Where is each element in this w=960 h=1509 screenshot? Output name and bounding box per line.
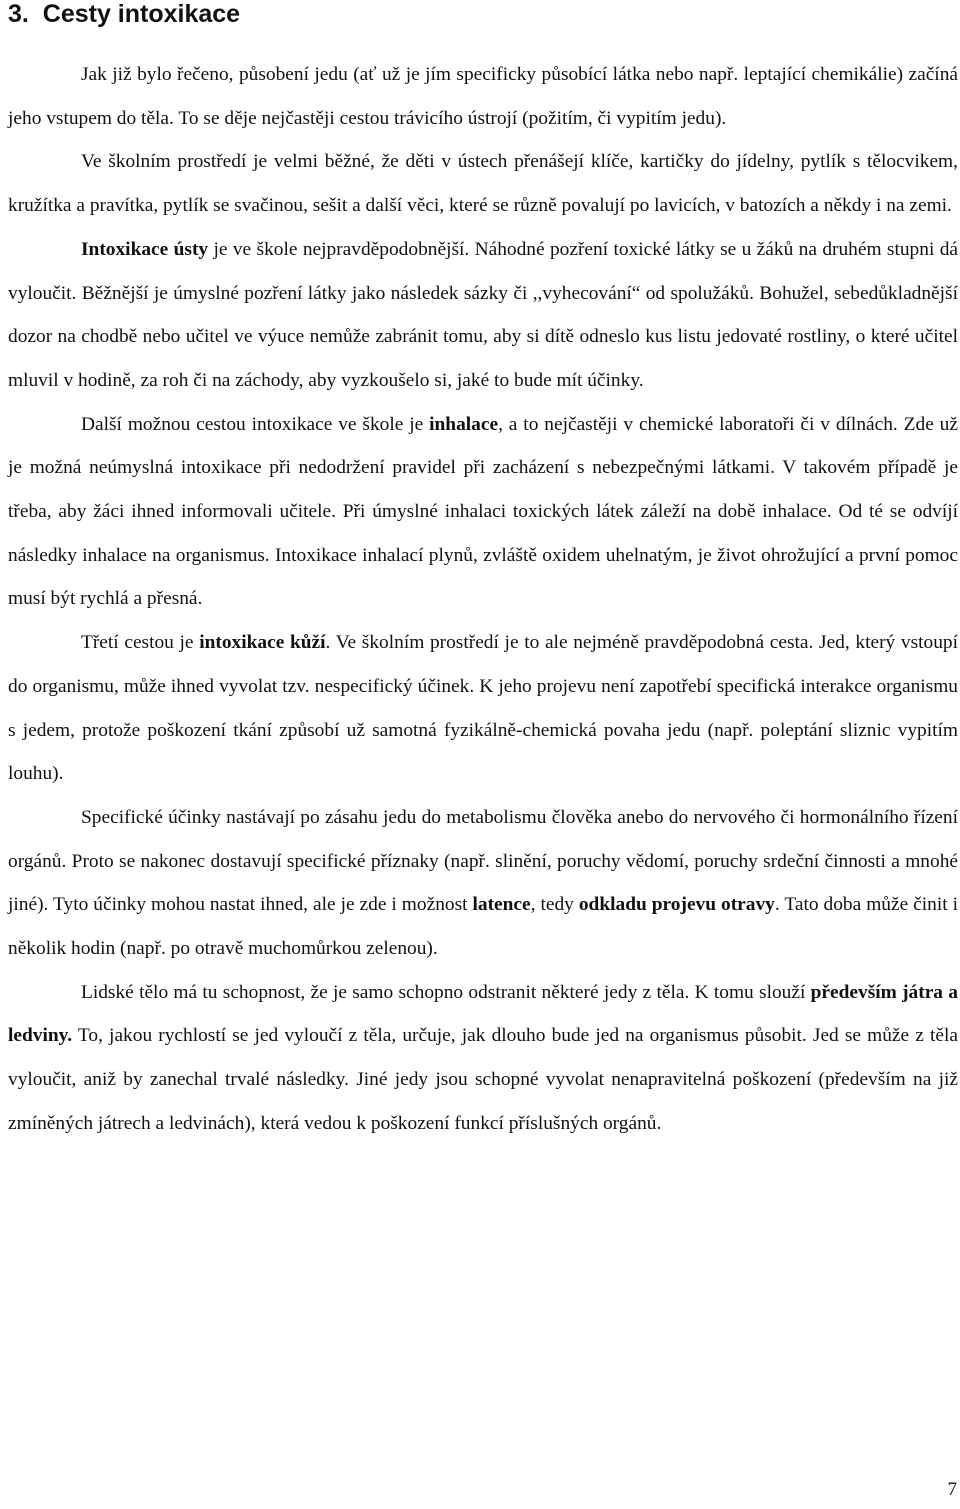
section-title: Cesty intoxikace (42, 0, 241, 28)
paragraph (8, 140, 958, 227)
section-number: 3. (8, 0, 29, 28)
text-run: Specifické účinky nastávají po zásahu jedu do metabolismu člověka anebo do nervového či hormonálního řízení orgánů. Proto se nakonec dostavují specifické příznaky (např. slinění, poruchy vědomí, poruchy srdeční činnosti a mnohé jiné). Tyto účinky mohou nastat ihned, ale je zde i možnost (8, 806, 958, 916)
paragraph (8, 971, 958, 1146)
paragraph (8, 403, 958, 622)
text-run: Další možnou cestou intoxikace ve škole je (81, 413, 430, 435)
paragraph (8, 53, 958, 140)
paragraph (8, 796, 958, 971)
page-number: 7 (947, 1479, 957, 1500)
body-text (8, 53, 958, 1146)
text-run: Ve školním prostředí je velmi běžné, že děti v ústech přenášejí klíče, kartičky do jídelny, pytlík s tělocvikem, kružítka a pravítka, pytlík se svačinou, sešit a další věci, které se různě povalují po lavicích, v batozích a někdy i na zemi. (8, 151, 958, 217)
text-run: . Tato doba může činit i několik hodin (např. po otravě muchomůrkou zelenou). (8, 894, 958, 960)
text-run: , tedy (530, 894, 579, 916)
bold-term: latence (472, 894, 531, 916)
section-heading (8, 0, 240, 30)
text-run: . Ve školním prostředí je to ale nejméně pravděpodobná cesta. Jed, který vstoupí do organismu, může ihned vyvolat tzv. nespecifický účinek. K jeho projevu není zapotřebí specifická interakce organismu s jedem, protože poškození tkání způsobí už samotná fyzikálně-chemická povaha jedu (např. poleptání sliznic vypitím louhu). (8, 632, 958, 785)
bold-term: inhalace (429, 413, 499, 435)
bold-term: Intoxikace ústy (81, 238, 209, 260)
text-run: je ve škole nejpravděpodobnější. Náhodné pozření toxické látky se u žáků na druhém stupni dá vyloučit. Běžnější je úmyslné pozření látky jako následek sázky či ,,vyhecování“ od spolužáků. Bohužel, sebedůkladnější dozor na chodbě nebo učitel ve výuce nemůže zabránit tomu, aby si dítě odneslo kus listu jedovaté rostliny, o které učitel mluvil v hodině, za roh či na záchody, aby vyzkoušelo si, jaké to bude mít účinky. (8, 238, 959, 391)
text-run: Třetí cestou je (81, 632, 200, 654)
text-run: Lidské tělo má tu schopnost, že je samo schopno odstranit některé jedy z těla. K tomu slouží (81, 981, 811, 1003)
paragraph (8, 228, 958, 403)
bold-term: intoxikace kůží (199, 632, 326, 654)
text-run: To, jakou rychlostí se jed vyloučí z těla, určuje, jak dlouho bude jed na organismus působit. Jed se může z těla vyloučit, aniž by zanechal trvalé následky. Jiné jedy jsou schopné vyvolat nenapravitelná poškození (především na již zmíněných játrech a ledvinách), která vedou k poškození funkcí příslušných orgánů. (8, 1025, 958, 1134)
bold-term: především játra a ledviny. (8, 981, 958, 1047)
text-run: Jak již bylo řečeno, působení jedu (ať už je jím specificky působící látka nebo např. leptající chemikálie) začíná jeho vstupem do těla. To se děje nejčastěji cestou trávicího ústrojí (požitím, či vypitím jedu). (8, 64, 958, 129)
text-run: , a to nejčastěji v chemické laboratoři či v dílnách. Zde už je možná neúmyslná intoxikace při nedodržení pravidel při zacházení s nebezpečnými látkami. V takovém případě je třeba, aby žáci ihned informovali učitele. Při úmyslné inhalaci toxických látek záleží na době inhalace. Od té se odvíjí následky inhalace na organismus. Intoxikace inhalací plynů, zvláště oxidem uhelnatým, je život ohrožující a první pomoc musí být rychlá a přesná. (8, 413, 958, 610)
bold-term: odkladu projevu otravy (578, 894, 775, 916)
paragraph (8, 621, 958, 796)
